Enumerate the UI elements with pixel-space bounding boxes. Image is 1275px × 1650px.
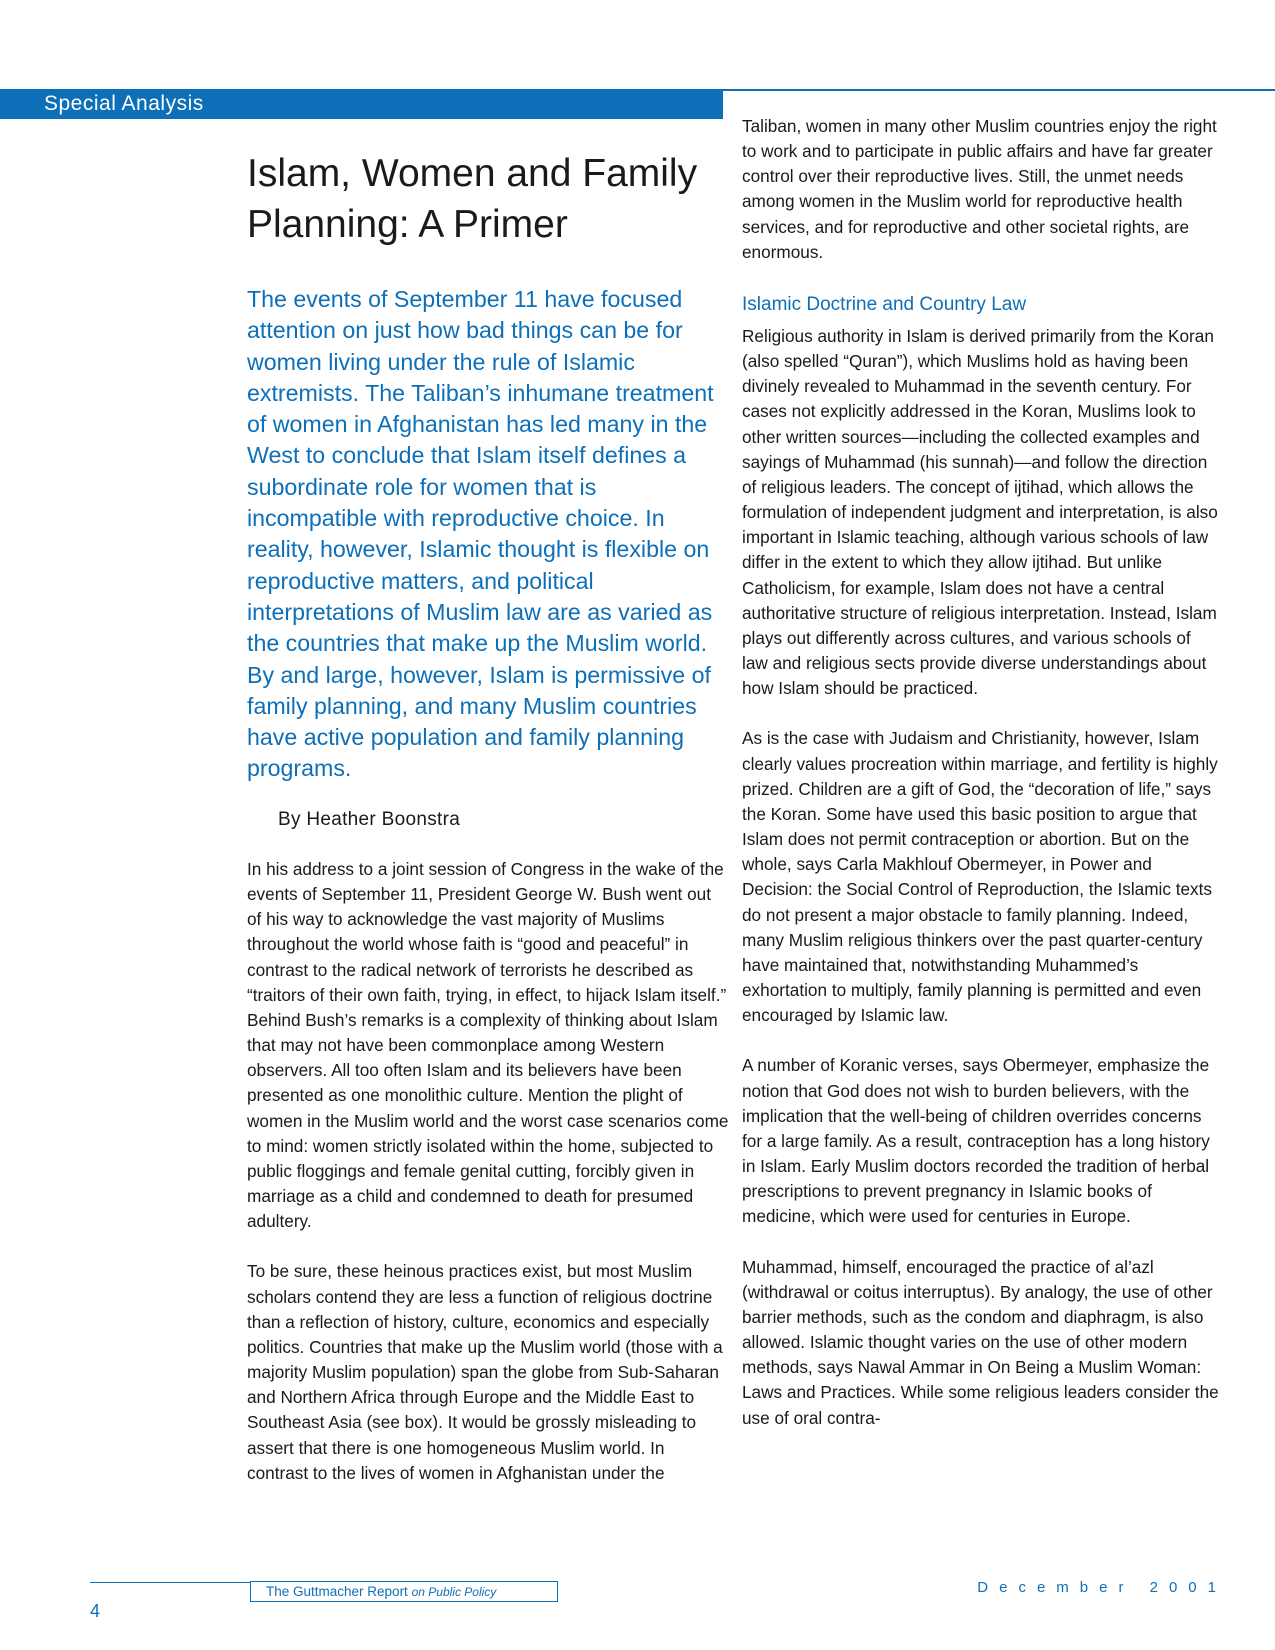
body-paragraph: A number of Koranic verses, says Obermeyer, emphasize the notion that God does not wish to burden believers, with the implication that the well-being of children overrides concerns for a large family. As a result, contraception has a long history in Islam. Early Muslim doctors recorded the tradition of herbal prescriptions to prevent pregnancy in Islamic books of medicine, which were used for centuries in Europe. [742, 1055, 1210, 1227]
body-paragraph: Muhammad, himself, encouraged the practice of al’azl (withdrawal or coitus interruptus). By analogy, the use of other barrier methods, such as the condom and diaphragm, is also allowed. Islamic thought varies on the use of other modern methods, says Nawal Ammar in On Being a Muslim Woman: Laws and Practices. While some religious leaders consider the use of oral contra- [742, 1256, 1219, 1428]
issue-date: December 2001 [977, 1579, 1227, 1596]
right-column [742, 114, 1220, 1456]
body-paragraph: To be sure, these heinous practices exist, but most Muslim scholars contend they are less a function of religious doctrine than a reflection of history, culture, economics and especially politics. Countries that make up the Muslim world (those with a majority Muslim population) span the globe from Sub-Saharan and Northern Africa through Europe and the Middle East to Southeast Asia (see box). It would be grossly misleading to assert that there is one homogeneous Muslim world. In contrast to the lives of women in Afghanistan under the [247, 1261, 723, 1483]
footer-rule [90, 1582, 250, 1583]
publication-suffix: on Public Policy [411, 1585, 497, 1599]
article-byline: By Heather Boonstra [278, 809, 461, 830]
body-paragraph: Taliban, women in many other Muslim countries enjoy the right to work and to participate in public affairs and have far greater control over their reproductive lives. Still, the unmet needs among women in the Muslim world for reproductive health services, and for reproductive and other societal rights, are enormous. [742, 116, 1217, 262]
publication-name [250, 1581, 558, 1602]
section-subheading: Islamic Doctrine and Country Law [742, 293, 1027, 315]
article-title: Islam, Women and Family Planning: A Primer [247, 152, 698, 246]
page-number: 4 [90, 1601, 101, 1621]
header-rule [723, 89, 1275, 91]
section-label: Special Analysis [44, 92, 204, 115]
body-paragraph: In his address to a joint session of Congress in the wake of the events of September 11, President George W. Bush went out of his way to acknowledge the vast majority of Muslims throughout the world whose faith is “good and peaceful” in contrast to the radical network of terrorists he described as “traitors of their own faith, trying, in effect, to hijack Islam itself.” Behind Bush’s remarks is a complexity of thinking about Islam that may not have been commonplace among Western observers. All too often Islam and its believers have been presented as one monolithic culture. Mention the plight of women in the Muslim world and the worst case scenarios come to mind: women strictly isolated within the home, subjected to public floggings and female genital cutting, forcibly given in marriage as a child and condemned to death for presumed adultery. [247, 859, 729, 1232]
publication-title: The Guttmacher Report [266, 1584, 408, 1599]
left-column [247, 857, 729, 1511]
article-lead: The events of September 11 have focused attention on just how bad things can be for women living under the rule of Islamic extremists. The Taliban’s inhumane treatment of women in Afghanistan has led many in the West to conclude that Islam itself defines a subordinate role for women that is incompatible with reproductive choice. In reality, however, Islamic thought is flexible on reproductive matters, and political interpretations of Muslim law are as varied as the countries that make up the Muslim world. By and large, however, Islam is permissive of family planning, and many Muslim countries have active population and family planning programs. [247, 286, 714, 782]
body-paragraph: As is the case with Judaism and Christianity, however, Islam clearly values procreation within marriage, and fertility is highly prized. Children are a gift of God, the “decoration of life,” says the Koran. Some have used this basic position to argue that Islam does not permit contraception or abortion. But on the whole, says Carla Makhlouf Obermeyer, in Power and Decision: the Social Control of Reproduction, the Islamic texts do not present a major obstacle to family planning. Indeed, many Muslim religious thinkers over the past quarter-century have maintained that, notwithstanding Muhammed’s exhortation to multiply, family planning is permitted and even encouraged by Islamic law. [742, 728, 1218, 1026]
body-paragraph: Religious authority in Islam is derived primarily from the Koran (also spelled “Quran”), which Muslims hold as having been divinely revealed to Muhammad in the seventh century. For cases not explicitly addressed in the Koran, Muslims look to other written sources—including the collected examples and sayings of Muhammad (his sunnah)—and follow the direction of religious leaders. The concept of ijtihad, which allows the formulation of independent judgment and interpretation, is also important in Islamic teaching, although various schools of law differ in the extent to which they allow ijtihad. But unlike Catholicism, for example, Islam does not have a central authoritative structure of religious interpretation. Instead, Islam plays out differently across cultures, and various schools of law and religious sects provide diverse understandings about how Islam should be practiced. [742, 325, 1218, 699]
